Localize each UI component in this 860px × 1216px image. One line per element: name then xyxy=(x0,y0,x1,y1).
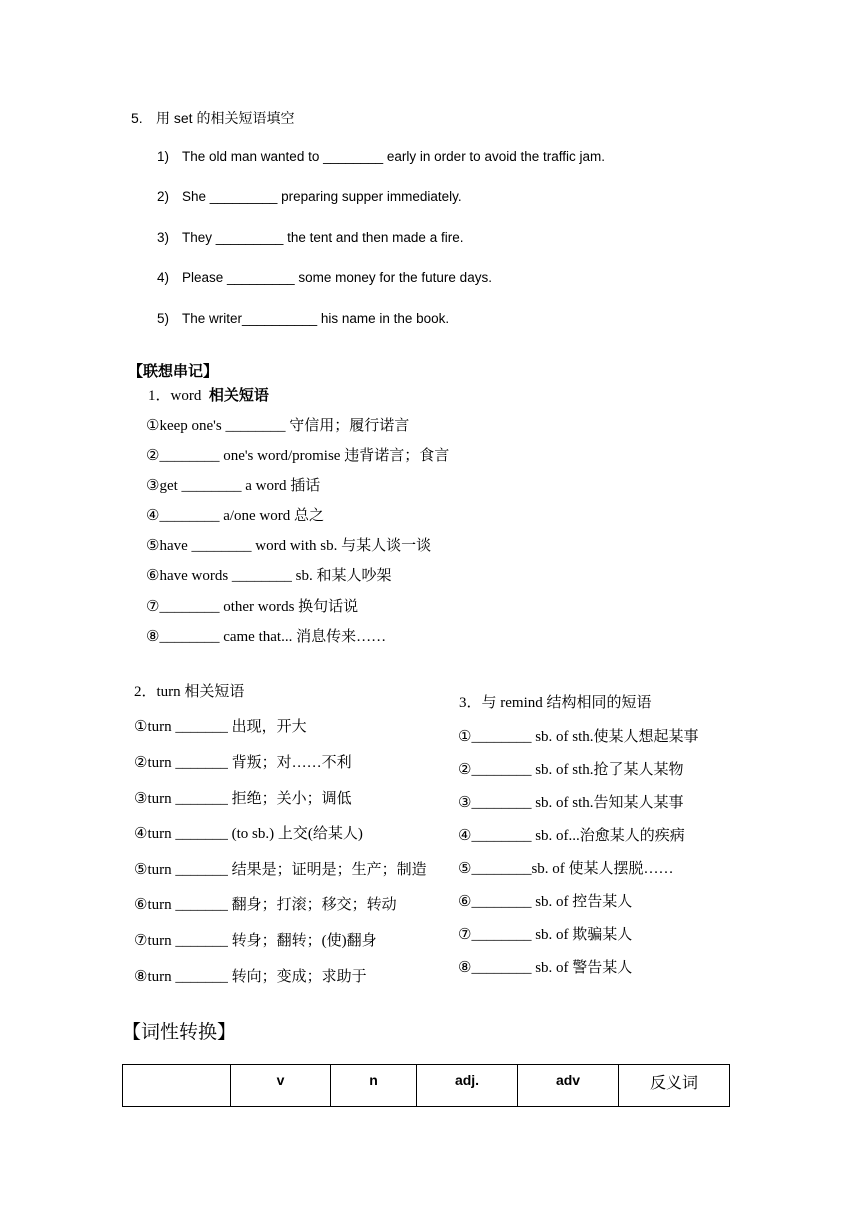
section-heading: 【联想串记】 xyxy=(128,363,219,380)
fill-blank-item xyxy=(157,311,449,326)
word-phrase-item: ②________ one's word/promise 违背诺言；食言 xyxy=(146,448,450,464)
remind-phrase-item: ③________ sb. of sth.告知某人某事 xyxy=(458,795,684,811)
remind-phrase-item: ⑤________sb. of 使某人摆脱…… xyxy=(458,861,674,877)
word-phrase-item: ⑤have ________ word with sb. 与某人谈一谈 xyxy=(146,538,432,554)
table-header-cell: adj. xyxy=(417,1065,518,1107)
question-number: 5. xyxy=(131,110,143,126)
remind-phrase-item: ①________ sb. of sth.使某人想起某事 xyxy=(458,729,699,745)
turn-phrase-item: ⑦turn _______ 转身；翻转；(使)翻身 xyxy=(134,933,377,949)
word-phrase-item: ①keep one's ________ 守信用；履行诺言 xyxy=(146,418,410,434)
item-number: 4) xyxy=(157,270,170,285)
table-header-cell xyxy=(123,1065,231,1107)
item-number: 3) xyxy=(157,230,170,245)
remind-phrase-item: ④________ sb. of...治愈某人的疾病 xyxy=(458,828,685,844)
turn-phrase-item: ③turn _______ 拒绝；关小；调低 xyxy=(134,791,352,807)
item-text: The old man wanted to ________ early in order to avoid the traffic jam. xyxy=(182,149,606,164)
item-number: 1) xyxy=(157,149,170,164)
word-phrases-title xyxy=(148,384,269,405)
turn-phrase-item: ⑧turn _______ 转向；变成；求助于 xyxy=(134,969,367,985)
item-text: They _________ the tent and then made a fire. xyxy=(182,230,464,245)
fill-blank-item xyxy=(157,270,492,285)
word-phrase-item: ⑦________ other words 换句话说 xyxy=(146,599,359,615)
table-header-row xyxy=(123,1065,730,1107)
turn-phrase-item: ④turn _______ (to sb.) 上交(给某人) xyxy=(134,826,363,842)
word-phrase-item: ⑥have words ________ sb. 和某人吵架 xyxy=(146,568,392,584)
table-header-cell: n xyxy=(331,1065,417,1107)
turn-phrase-item: ②turn _______ 背叛；对……不利 xyxy=(134,755,352,771)
word-phrase-item: ⑧________ came that... 消息传来…… xyxy=(146,629,387,645)
section-heading-word-forms: 【词性转换】 xyxy=(122,1022,237,1043)
table-header-cell: 反义词 xyxy=(619,1065,730,1107)
item-text: She _________ preparing supper immediately. xyxy=(182,189,462,204)
word-phrase-item: ④________ a/one word 总之 xyxy=(146,508,325,524)
fill-blank-item xyxy=(157,189,462,204)
turn-phrase-item: ①turn _______ 出现，开大 xyxy=(134,719,307,735)
turn-phrase-item: ⑤turn _______ 结果是；证明是；生产；制造 xyxy=(134,862,427,878)
turn-phrases-title: 2．turn 相关短语 xyxy=(134,684,245,700)
remind-phrase-item: ⑥________ sb. of 控告某人 xyxy=(458,894,633,910)
fill-blank-item xyxy=(157,230,463,245)
remind-phrases-title: 3．与 remind 结构相同的短语 xyxy=(459,695,652,711)
table-header-cell: adv xyxy=(518,1065,619,1107)
remind-phrase-item: ②________ sb. of sth.抢了某人某物 xyxy=(458,762,684,778)
table-header-cell: v xyxy=(231,1065,331,1107)
item-text: The writer__________ his name in the book. xyxy=(182,311,450,326)
turn-phrase-item: ⑥turn _______ 翻身；打滚；移交；转动 xyxy=(134,897,397,913)
remind-phrase-item: ⑧________ sb. of 警告某人 xyxy=(458,960,633,976)
item-number: 2) xyxy=(157,189,170,204)
word-phrase-item: ③get ________ a word 插话 xyxy=(146,478,321,494)
remind-phrase-item: ⑦________ sb. of 欺骗某人 xyxy=(458,927,633,943)
fill-blank-item xyxy=(157,149,605,164)
item-number: 5) xyxy=(157,311,170,326)
word-forms-table xyxy=(122,1064,730,1107)
word-title-prefix: 1．word xyxy=(148,388,202,404)
question-5-title xyxy=(131,108,294,128)
item-text: Please _________ some money for the future days. xyxy=(182,270,492,285)
word-title-suffix: 相关短语 xyxy=(208,388,269,404)
question-text: 用 set 的相关短语填空 xyxy=(156,110,295,126)
